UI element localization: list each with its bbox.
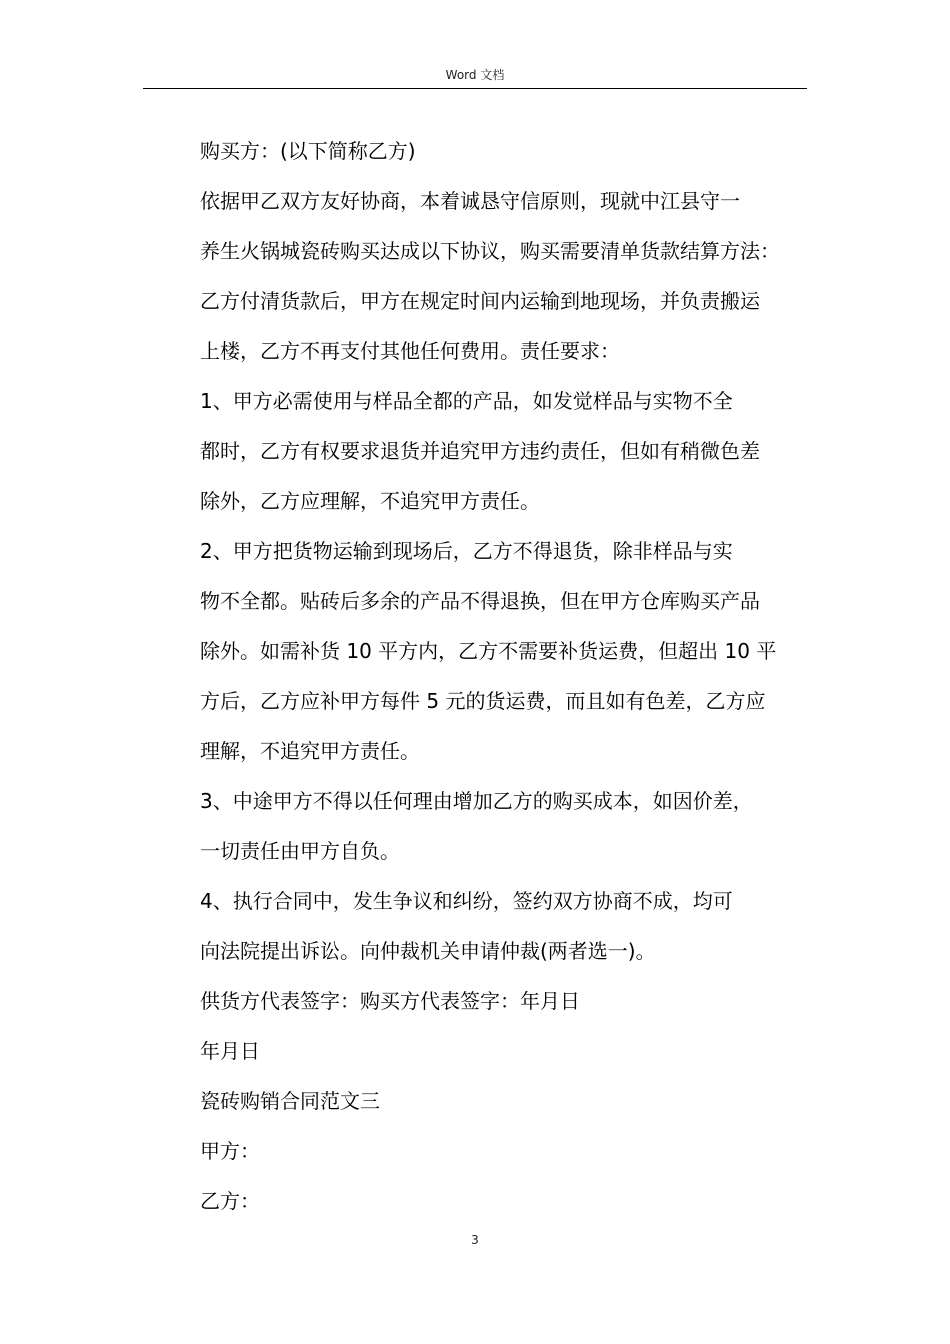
header-rule: [143, 88, 807, 89]
text-line: 1、甲方必需使用与样品全都的产品，如发觉样品与实物不全: [200, 389, 733, 413]
text-line: 供货方代表签字：购买方代表签字：年月日: [200, 989, 580, 1013]
text-line: 一切责任由甲方自负。: [200, 839, 400, 863]
paragraph-clause-1: [179, 376, 819, 526]
text-line: 依据甲乙双方友好协商，本着诚恳守信原则，现就中江县守一: [200, 189, 740, 213]
text-line: 年月日: [200, 1039, 260, 1063]
paragraph-date: [179, 1026, 819, 1076]
text-line: 理解，不追究甲方责任。: [200, 739, 420, 763]
paragraph-clause-3: [179, 776, 819, 876]
text-line: 都时，乙方有权要求退货并追究甲方违约责任，但如有稍微色差: [200, 439, 760, 463]
text-line: 养生火锅城瓷砖购买达成以下协议，购买需要清单货款结算方法：: [200, 239, 780, 263]
paragraph-signatures: [179, 976, 819, 1026]
text-line: 上楼，乙方不再支付其他任何费用。责任要求：: [200, 339, 620, 363]
page-header: Word 文档: [445, 68, 505, 82]
paragraph-buyer: [179, 126, 819, 176]
text-line: 除外。如需补货 10 平方内，乙方不需要补货运费，但超出 10 平: [200, 639, 777, 663]
paragraph-party-b: [179, 1176, 819, 1226]
paragraph-intro: [179, 176, 819, 376]
paragraph-clause-2: [179, 526, 819, 776]
text-line: 瓷砖购销合同范文三: [200, 1089, 380, 1113]
text-line: 乙方付清货款后，甲方在规定时间内运输到地现场，并负责搬运: [200, 289, 760, 313]
text-line: 乙方：: [200, 1189, 260, 1213]
paragraph-clause-4: [179, 876, 819, 976]
text-line: 物不全都。贴砖后多余的产品不得退换，但在甲方仓库购买产品: [200, 589, 760, 613]
text-line: 购买方：(以下简称乙方): [200, 139, 416, 163]
text-line: 向法院提出诉讼。向仲裁机关申请仲裁(两者选一)。: [200, 939, 656, 963]
document-body: [179, 126, 819, 1226]
paragraph-section-title: [179, 1076, 819, 1126]
text-line: 3、中途甲方不得以任何理由增加乙方的购买成本，如因价差，: [200, 789, 753, 813]
paragraph-party-a: [179, 1126, 819, 1176]
page-number: 3: [471, 1233, 479, 1247]
text-line: 2、甲方把货物运输到现场后，乙方不得退货，除非样品与实: [200, 539, 733, 563]
text-line: 方后，乙方应补甲方每件 5 元的货运费，而且如有色差，乙方应: [200, 689, 766, 713]
text-line: 除外，乙方应理解，不追究甲方责任。: [200, 489, 540, 513]
text-line: 甲方：: [200, 1139, 260, 1163]
text-line: 4、执行合同中，发生争议和纠纷，签约双方协商不成，均可: [200, 889, 733, 913]
